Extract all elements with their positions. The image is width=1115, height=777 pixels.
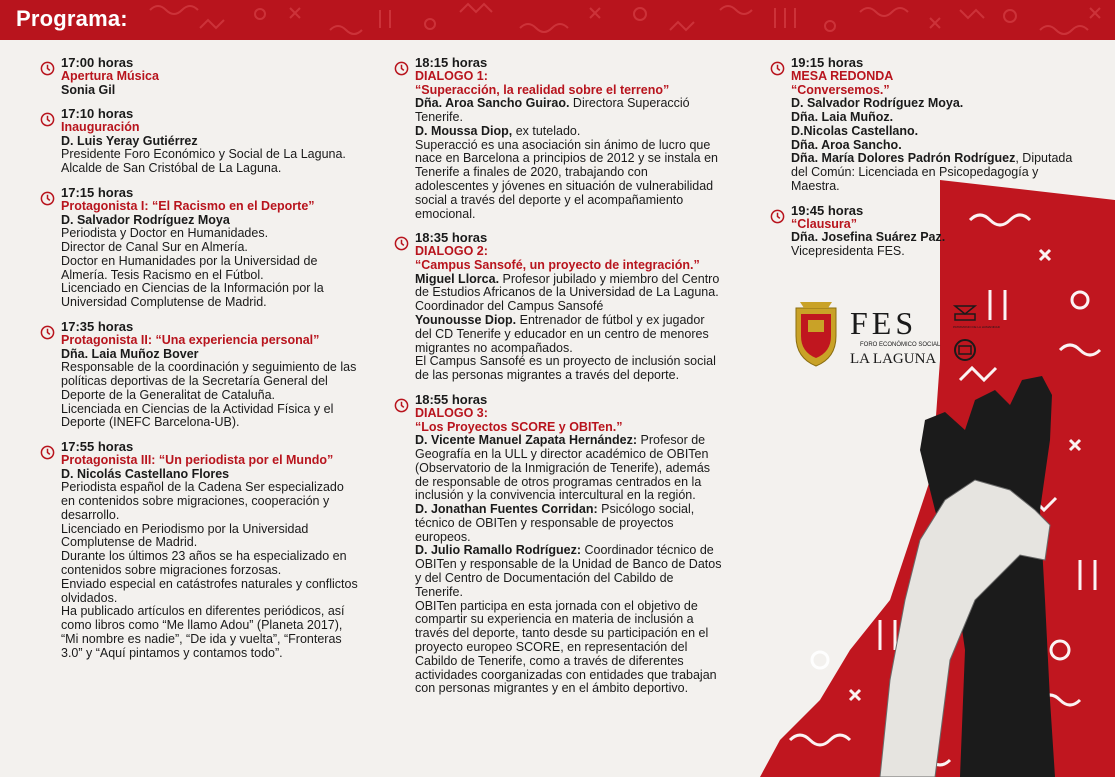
speaker-block — [791, 231, 1080, 245]
speaker-block — [415, 314, 724, 355]
entry-time: 18:35 horas — [415, 230, 488, 246]
logos-block — [790, 300, 1000, 370]
speaker-name: Dña. Aroa Sancho. — [791, 137, 902, 152]
hands-illustration — [760, 180, 1115, 777]
entry-text: Ha publicado artículos en diferentes periódicos, así como libros como “Me llamo Adou” (Planeta 2017), “Mi nombre es nadie”, “De ida y vuelta”, “Fronteras 3.0” y “Aquí pintamos y contamos todo”. — [61, 604, 345, 660]
speaker-name: D. Jonathan Fuentes Corridan: — [415, 502, 598, 517]
speaker-desc: Profesor de Geografía en la ULL y director académico de OBITen (Observatorio de la Inmigración de Tenerife), además de responsable de otros programas centrados en la inclusión y la convivencia intercultural en la región. — [415, 433, 711, 503]
speaker-block — [415, 434, 724, 503]
speaker-block — [791, 111, 1080, 125]
entry-time: 17:15 horas — [61, 184, 134, 200]
speaker-block — [415, 503, 724, 544]
entry-text: Vicepresidenta FES. — [791, 244, 905, 259]
program-entry — [394, 393, 724, 696]
entry-label: DIALOGO 2: — [415, 244, 488, 259]
speaker-name: Dña. María Dolores Padrón Rodríguez — [791, 151, 1016, 166]
program-entry — [394, 231, 724, 383]
unesco-caption: PATRIMONIO DE LA HUMANIDAD — [953, 325, 1000, 329]
speaker-name: Dña. Laia Muñoz. — [791, 109, 894, 124]
entry-time: 19:15 horas — [791, 55, 864, 70]
program-entry — [394, 56, 724, 221]
entry-label: MESA REDONDA — [791, 69, 894, 83]
entry-time: 18:55 horas — [415, 391, 488, 407]
coat-of-arms-icon — [796, 302, 836, 366]
fes-logo — [850, 305, 941, 367]
entry-label: DIALOGO 1: — [415, 69, 488, 83]
speaker-block — [791, 139, 1080, 153]
entry-text: Licenciado en Periodismo por la Universidad Complutense de Madrid. — [61, 521, 309, 550]
entry-label: Protagonista III: “Un periodista por el Mundo” — [61, 453, 334, 468]
fes-tagline: FORO ECONÓMICO SOCIAL — [860, 342, 941, 348]
speaker-desc: Directora Superacció Tenerife. — [415, 96, 690, 124]
entry-label: Protagonista I: “El Racismo en el Deporte” — [61, 198, 315, 213]
fes-letters: FES — [850, 305, 918, 341]
entry-text: Presidente Foro Económico y Social de La Laguna. — [61, 147, 346, 162]
clock-icon — [394, 236, 409, 251]
entry-text: Director de Canal Sur en Almería. — [61, 239, 248, 254]
entry-text: OBITen participa en esta jornada con el objetivo de compartir su experiencia en materia de inclusión a través del deporte, tanto desde su participación en el proyecto europeo SCORE, en representación del Cabildo de Tenerife, como a través de diferentes actividades coorganizadas con entidades que trabajan con personas migrantes y en el ámbito deportivo. — [415, 598, 717, 696]
logo-graphics — [790, 300, 1000, 370]
entry-subtitle: “Superacción, la realidad sobre el terreno” — [415, 82, 670, 97]
speaker-desc: Profesor jubilado y miembro del Centro de Estudios Africanos de la Universidad de La Laguna. Coordinador del Campus Sansofé — [415, 271, 720, 314]
entry-time: 17:35 horas — [61, 318, 134, 334]
entry-subtitle: “Los Proyectos SCORE y OBITen.” — [415, 419, 623, 434]
speaker-desc: , Diputada del Común: Licenciada en Psicopedagogía y Maestra. — [791, 151, 1073, 193]
speaker-block — [415, 273, 724, 314]
entry-label: Apertura Música — [61, 69, 159, 83]
program-entry — [770, 56, 1080, 194]
speaker-name: D. Moussa Diop, — [415, 123, 513, 138]
program-entry — [40, 107, 360, 176]
entry-text: Enviado especial en catástrofes naturales y conflictos olvidados. — [61, 576, 358, 605]
entry-speaker: Sonia Gil — [61, 82, 116, 97]
fes-city: LA LAGUNA — [850, 351, 937, 367]
entry-text: Licenciada en Ciencias de la Actividad Física y el Deporte (INEFC Barcelona-UB). — [61, 401, 334, 430]
speaker-block — [791, 125, 1080, 139]
clock-icon — [40, 445, 55, 460]
speaker-name: Dña. Aroa Sancho Guirao. — [415, 96, 570, 111]
speaker-block — [415, 125, 724, 139]
speaker-block — [415, 544, 724, 599]
entry-subtitle: “Conversemos.” — [791, 82, 890, 97]
speaker-desc: ex tutelado. — [512, 123, 581, 138]
speaker-name: D.Nicolas Castellano. — [791, 123, 919, 138]
speaker-desc: Psicólogo social, técnico de OBITen y responsable de proyectos europeos. — [415, 502, 695, 544]
program-entry — [40, 186, 360, 310]
entry-label: DIALOGO 3: — [415, 405, 488, 420]
entry-subtitle: “Campus Sansofé, un proyecto de integración.” — [415, 257, 700, 272]
entry-time: 17:00 horas — [61, 55, 134, 70]
speaker-name: D. Vicente Manuel Zapata Hernández: — [415, 433, 638, 448]
speaker-name: D. Salvador Rodríguez Moya. — [791, 96, 964, 111]
clock-icon — [40, 325, 55, 340]
entry-label: Inauguración — [61, 120, 140, 135]
entry-text: Alcalde de San Cristóbal de La Laguna. — [61, 161, 282, 176]
entry-time: 18:15 horas — [415, 55, 488, 70]
clock-icon — [770, 61, 785, 76]
entry-time: 17:55 horas — [61, 439, 134, 455]
entry-text: Licenciado en Ciencias de la Información por la Universidad Complutense de Madrid. — [61, 281, 324, 310]
entry-text: Periodista español de la Cadena Ser especializado en contenidos sobre migraciones, cooperación y desarrollo. — [61, 480, 344, 522]
speaker-block — [791, 97, 1080, 111]
entry-speaker: D. Salvador Rodríguez Moya — [61, 212, 230, 227]
program-entry — [40, 320, 360, 430]
clock-icon — [40, 112, 55, 127]
speaker-name: Younousse Diop. — [415, 312, 517, 327]
speaker-name: D. Julio Ramallo Rodríguez: — [415, 543, 581, 558]
page-title: Programa: — [16, 6, 128, 31]
program-column-1 — [40, 50, 360, 671]
entry-text: Periodista y Doctor en Humanidades. — [61, 226, 269, 241]
entry-speaker: Dña. Laia Muñoz Bover — [61, 346, 199, 361]
clock-icon — [40, 61, 55, 76]
speaker-block — [791, 152, 1080, 193]
clock-icon — [770, 209, 785, 224]
entry-text: Superacció es una asociación sin ánimo de lucro que nace en Barcelona a principios de 2012 y se instala en Tenerife a finales de 2020, trabajando con adolescentes y jóvenes en situación de vulnerabilidad social a través del deporte y el acompañamiento emocional. — [415, 137, 718, 221]
program-column-3 — [770, 50, 1080, 269]
speaker-name: Dña. Josefina Suárez Paz. — [791, 230, 946, 245]
program-entry — [40, 440, 360, 661]
header-pattern — [0, 0, 1115, 40]
entry-time: 19:45 horas — [791, 202, 864, 218]
entry-label: “Clausura” — [791, 216, 857, 231]
speaker-desc: Entrenador de fútbol y ex jugador del CD Tenerife y educador en un centro de menores migrantes no acompañados. — [415, 312, 709, 355]
entry-text: Responsable de la coordinación y seguimiento de las políticas deportivas de la Secretaría General del Deporte de la Generalitat de Cataluña. — [61, 360, 357, 402]
entry-text: Durante los últimos 23 años se ha especializado en contenidos sobre migraciones forzosas. — [61, 549, 347, 578]
entry-speaker: D. Nicolás Castellano Flores — [61, 466, 230, 481]
speaker-desc: Coordinador técnico de OBITen y responsable de la Unidad de Banco de Datos y del Centro de Documentación del Cabildo de Tenerife. — [415, 543, 722, 599]
clock-icon — [40, 191, 55, 206]
program-entry — [40, 56, 360, 97]
entry-text: El Campus Sansofé es un proyecto de inclusión social de las personas migrantes a través del deporte. — [415, 354, 716, 383]
speaker-name: Miguel Llorca. — [415, 271, 500, 286]
entry-time: 17:10 horas — [61, 106, 134, 122]
entry-speaker: D. Luis Yeray Gutiérrez — [61, 133, 198, 148]
entry-label: Protagonista II: “Una experiencia personal” — [61, 332, 320, 347]
program-column-2 — [394, 50, 724, 706]
program-entry — [770, 204, 1080, 259]
header-band — [0, 0, 1115, 40]
speaker-block — [415, 97, 724, 125]
entry-text: Doctor en Humanidades por la Universidad de Almería. Tesis Racismo en el Fútbol. — [61, 253, 318, 282]
clock-icon — [394, 398, 409, 413]
clock-icon — [394, 61, 409, 76]
